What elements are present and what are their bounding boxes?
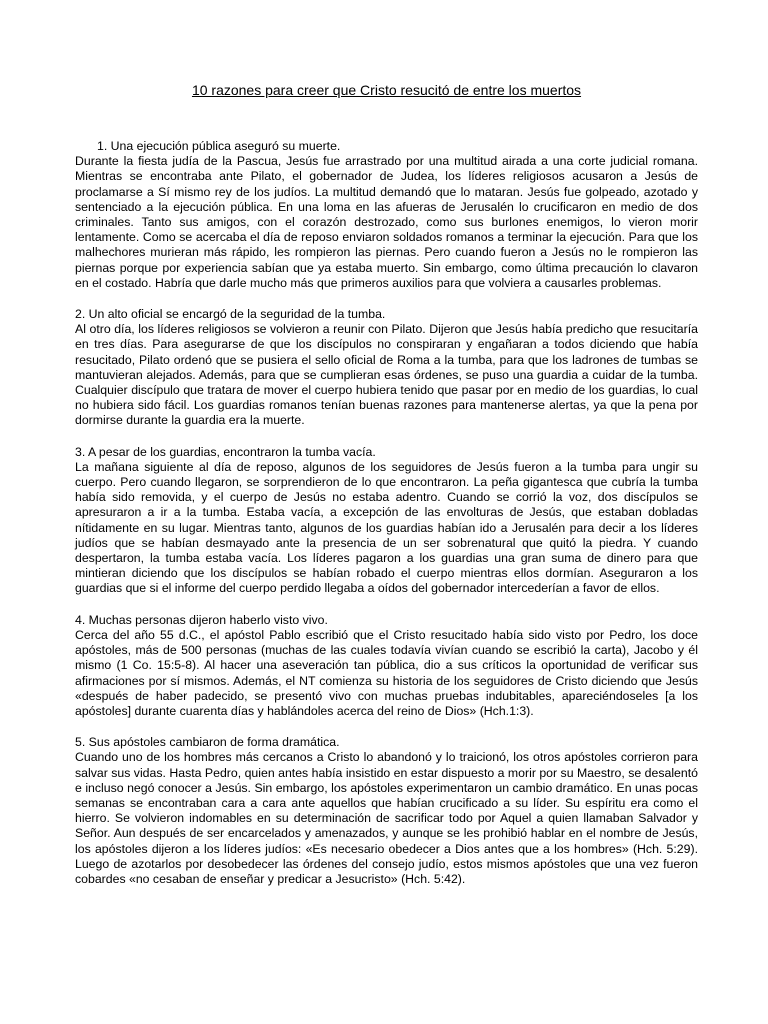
- section-4: [75, 613, 698, 719]
- section-5: [75, 735, 698, 887]
- section-heading: 5. Sus apóstoles cambiaron de forma dramática.: [75, 735, 340, 750]
- section-3: [75, 445, 698, 597]
- section-paragraph: [75, 735, 698, 887]
- section-body: Al otro día, los líderes religiosos se volvieron a reunir con Pilato. Dijeron que Jesús había predicho que resucitaría en tres días. Para asegurarse de que los discípulos no conspiraran y engañaran a todos diciendo que había resucitado, Pilato ordenó que se pusiera el sello oficial de Roma a la tumba, para que los ladrones de tumbas se mantuvieran alejados. Además, para que se cumplieran esas órdenes, se puso una guardia a cuidar de la tumba. Cualquier discípulo que tratara de mover el cuerpo hubiera tenido que pasar por en medio de los guardias, lo cual no hubiera sido fácil. Los guardias romanos tenían buenas razones para mantenerse alertas, ya que la pena por dormirse durante la guardia era la muerte.: [75, 322, 698, 428]
- section-paragraph: [75, 139, 698, 291]
- section-paragraph: [75, 307, 698, 429]
- section-1: [75, 139, 698, 291]
- section-paragraph: [75, 613, 698, 719]
- section-body: Durante la fiesta judía de la Pascua, Jesús fue arrastrado por una multitud airada a una corte judicial romana. Mientras se encontraba ante Pilato, el gobernador de Judea, los líderes religiosos acusaron a Jesús de proclamarse a Sí mismo rey de los judíos. La multitud demandó que lo mataran. Jesús fue golpeado, azotado y sentenciado a la ejecución pública. En una loma en las afueras de Jerusalén lo crucificaron en medio de dos criminales. Tanto sus amigos, con el corazón destrozado, como sus burlones enemigos, lo vieron morir lentamente. Como se acercaba el día de reposo enviaron soldados romanos a terminar la ejecución. Para que los malhechores murieran más rápido, les rompieron las piernas. Pero cuando fueron a Jesús no le rompieron las piernas porque por experiencia sabían que ya estaba muerto. Sin embargo, como última precaución lo clavaron en el costado. Habría que darle mucho más que primeros auxilios para que volviera a causarles problemas.: [75, 154, 698, 290]
- section-heading: 2. Un alto oficial se encargó de la seguridad de la tumba.: [75, 307, 386, 322]
- section-body: Cuando uno de los hombres más cercanos a Cristo lo abandonó y lo traicionó, los otros apóstoles corrieron para salvar sus vidas. Hasta Pedro, quien antes había insistido en estar dispuesto a morir por su Maestro, se desalentó e incluso negó conocer a Jesús. Sin embargo, los apóstoles experimentaron un cambio dramático. En unas pocas semanas se encontraban cara a cara ante aquellos que habían crucificado a su líder. Su espíritu era como el hierro. Se volvieron indomables en su determinación de sacrificar todo por Aquel a quien llamaban Salvador y Señor. Aun después de ser encarcelados y amenazados, y aunque se les prohibió hablar en el nombre de Jesús, los apóstoles dijeron a los líderes judíos: «Es necesario obedecer a Dios antes que a los hombres» (Hch. 5:29). Luego de azotarlos por desobedecer las órdenes del consejo judío, estos mismos apóstoles que una vez fueron cobardes «no cesaban de enseñar y predicar a Jesucristo» (Hch. 5:42).: [75, 750, 698, 886]
- section-body: La mañana siguiente al día de reposo, algunos de los seguidores de Jesús fueron a la tumba para ungir su cuerpo. Pero cuando llegaron, se sorprendieron de lo que encontraron. La peña gigantesca que cubría la tumba había sido removida, y el cuerpo de Jesús no estaba adentro. Cuando se corrió la voz, dos discípulos se apresuraron a ir a la tumba. Estaba vacía, a excepción de las envolturas de Jesús, que estaban dobladas nítidamente en su lugar. Mientras tanto, algunos de los guardias habían ido a Jerusalén para decir a los líderes judíos que se habían desmayado ante la presencia de un ser sobrenatural que quitó la piedra. Y cuando despertaron, la tumba estaba vacía. Los líderes pagaron a los guardias una gran suma de dinero para que mintieran diciendo que los discípulos se habían robado el cuerpo mientras ellos dormían. Aseguraron a los guardias que si el informe del cuerpo perdido llegaba a oídos del gobernador intercederían a favor de ellos.: [75, 459, 698, 596]
- section-heading: 3. A pesar de los guardias, encontraron la tumba vacía.: [75, 444, 376, 459]
- section-heading: 1. Una ejecución pública aseguró su muerte.: [97, 139, 341, 153]
- document-title: 10 razones para creer que Cristo resucitó de entre los muertos: [191, 82, 582, 98]
- section-body: Cerca del año 55 d.C., el apóstol Pablo escribió que el Cristo resucitado había sido visto por Pedro, los doce apóstoles, más de 500 personas (muchas de las cuales todavía vivían cuando se escribió la carta), Jacobo y él mismo (1 Co. 15:5-8). Al hacer una aseveración tan pública, dio a sus críticos la oportunidad de verificar sus afirmaciones por sí mismos. Además, el NT comienza su historia de los seguidores de Cristo diciendo que Jesús «después de haber padecido, se presentó vivo con muchas pruebas indubitables, apareciéndoseles [a los apóstoles] durante cuarenta días y hablándoles acerca del reino de Dios» (Hch.1:3).: [75, 627, 698, 718]
- section-heading: 4. Muchas personas dijeron haberlo visto vivo.: [75, 612, 328, 627]
- section-2: [75, 307, 698, 429]
- section-paragraph: [75, 445, 698, 597]
